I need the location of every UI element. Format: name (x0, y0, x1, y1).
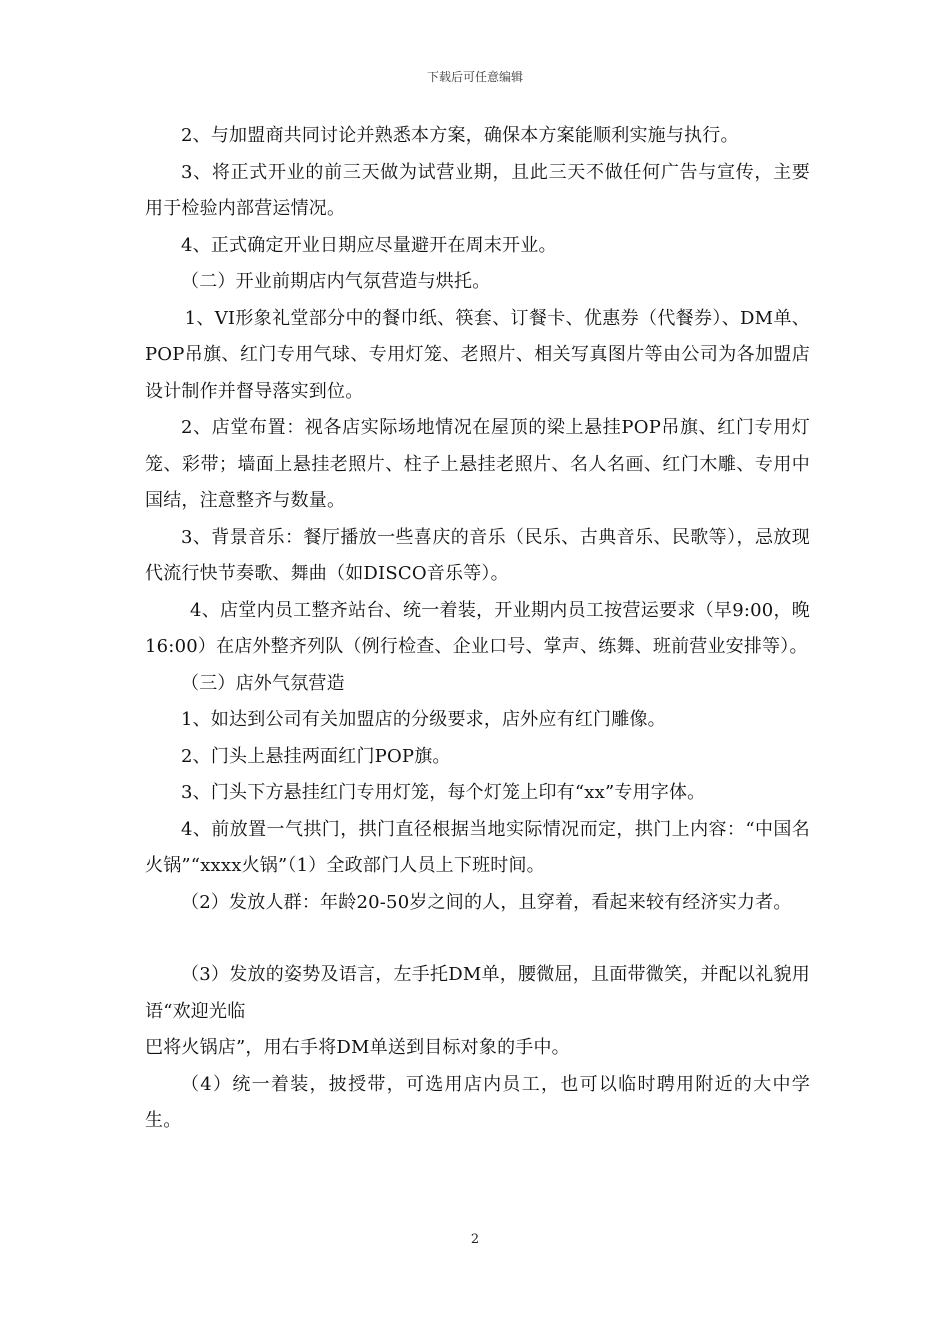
paragraph: 3、门头下方悬挂红门专用灯笼，每个灯笼上印有“xx”专用字体。 (181, 782, 706, 803)
document-body (145, 118, 810, 1140)
paragraph: （2）发放人群：年龄20-50岁之间的人，且穿着，看起来较有经济实力者。 (181, 891, 792, 913)
paragraph: （3）发放的姿势及语言，左手托DM单，腰微屈，且面带微笑，并配以礼貌用语“欢迎光临 (145, 964, 810, 1022)
paragraph: 2、店堂布置：视各店实际场地情况在屋顶的梁上悬挂POP吊旗、红门专用灯笼、彩带；墙面上悬挂老照片、柱子上悬挂老照片、名人名画、红门木雕、专用中国结，注意整齐与数量。 (145, 417, 810, 511)
paragraph: 1、VI形象礼堂部分中的餐巾纸、筷套、订餐卡、优惠券（代餐券）、DM单、POP吊旗、红门专用气球、专用灯笼、老照片、相关写真图片等由公司为各加盟店设计制作并督导落实到位。 (145, 307, 810, 402)
paragraph: 4、店堂内员工整齐站台、统一着装，开业期内员工按营运要求（早9:00，晚16:00）在店外整齐列队（例行检查、企业口号、掌声、练舞、班前营业安排等）。 (145, 599, 810, 657)
section-heading: （三）店外气氛营造 (181, 672, 345, 694)
paragraph: 3、将正式开业的前三天做为试营业期，且此三天不做任何广告与宣传，主要用于检验内部营运情况。 (145, 161, 810, 219)
paragraph: 4、正式确定开业日期应尽量避开在周末开业。 (181, 234, 557, 256)
page-header: 下载后可任意编辑 (426, 70, 523, 84)
page-number: 2 (470, 1232, 480, 1247)
paragraph: 2、与加盟商共同讨论并熟悉本方案，确保本方案能顺利实施与执行。 (181, 125, 739, 146)
paragraph: 4、前放置一气拱门，拱门直径根据当地实际情况而定，拱门上内容：“中国名火锅”“xxxx火锅”（1）全政部门人员上下班时间。 (145, 818, 810, 876)
section-heading: （二）开业前期店内气氛营造与烘托。 (181, 271, 491, 292)
paragraph: 1、如达到公司有关加盟店的分级要求，店外应有红门雕像。 (181, 709, 666, 730)
paragraph: 3、背景音乐：餐厅播放一些喜庆的音乐（民乐、古典音乐、民歌等），忌放现代流行快节奏歌、舞曲（如DISCO音乐等）。 (145, 526, 810, 584)
paragraph: 2、门头上悬挂两面红门POP旗。 (181, 745, 451, 767)
paragraph: （4）统一着装，披授带，可选用店内员工，也可以临时聘用附近的大中学生。 (145, 1073, 810, 1131)
blank-line (145, 921, 810, 957)
paragraph: 巴将火锅店”，用右手将DM单送到目标对象的手中。 (145, 1037, 570, 1058)
